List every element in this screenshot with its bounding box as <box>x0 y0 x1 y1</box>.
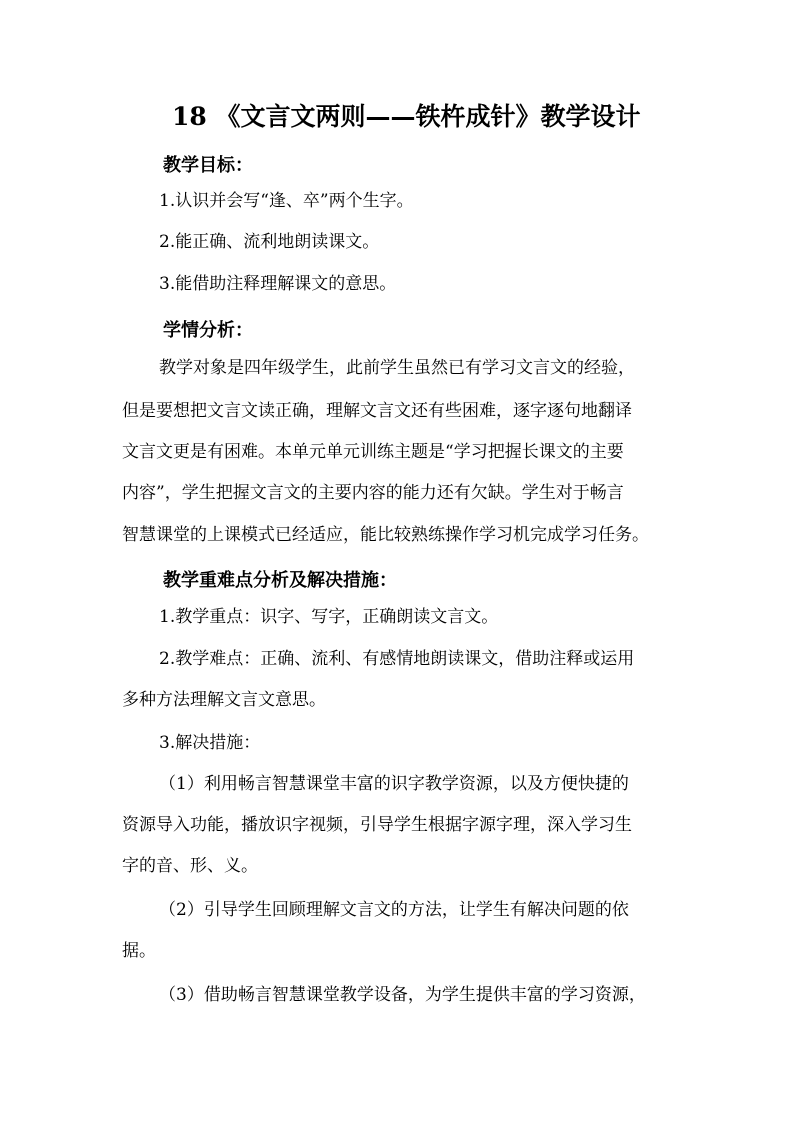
measure-1-line-1: （1）利用畅言智慧课堂丰富的识字教学资源，以及方便快捷的 <box>159 774 629 794</box>
goal-item-1: 1.认识并会写“逢、卒”两个生字。 <box>159 191 414 211</box>
measure-1-line-3: 字的音、形、义。 <box>122 856 258 876</box>
measure-2-line-1: （2）引导学生回顾理解文言文的方法，让学生有解决问题的依 <box>159 900 629 920</box>
analysis-line-1: 教学对象是四年级学生，此前学生虽然已有学习文言文的经验， <box>159 358 635 378</box>
document-title: 18 《文言文两则——铁杵成针》教学设计 <box>172 102 641 131</box>
keypoints-heading: 教学重难点分析及解决措施： <box>163 570 397 591</box>
analysis-line-3: 文言文更是有困难。本单元单元训练主题是“学习把握长课文的主要 <box>122 442 624 462</box>
keypoint-2-line-1: 2.教学难点：正确、流利、有感情地朗读课文，借助注释或运用 <box>159 649 635 669</box>
measure-3-line-1: （3）借助畅言智慧课堂教学设备，为学生提供丰富的学习资源， <box>159 985 646 1005</box>
keypoint-2-line-2: 多种方法理解文言文意思。 <box>122 690 326 710</box>
goal-item-3: 3.能借助注释理解课文的意思。 <box>159 274 397 294</box>
goals-heading: 教学目标： <box>163 155 253 176</box>
analysis-line-4: 内容”，学生把握文言文的主要内容的能力还有欠缺。学生对于畅言 <box>122 483 624 503</box>
goal-item-2: 2.能正确、流利地朗读课文。 <box>159 232 380 252</box>
analysis-line-2: 但是要想把文言文读正确，理解文言文还有些困难，逐字逐句地翻译 <box>122 401 632 421</box>
measure-2-line-2: 据。 <box>122 941 156 961</box>
analysis-line-5: 智慧课堂的上课模式已经适应，能比较熟练操作学习机完成学习任务。 <box>122 525 649 545</box>
measure-1-line-2: 资源导入功能，播放识字视频，引导学生根据字源字理，深入学习生 <box>122 815 632 835</box>
keypoint-3: 3.解决措施： <box>159 733 261 753</box>
analysis-heading: 学情分析： <box>163 320 253 341</box>
keypoint-1: 1.教学重点：识字、写字，正确朗读文言文。 <box>159 607 499 627</box>
